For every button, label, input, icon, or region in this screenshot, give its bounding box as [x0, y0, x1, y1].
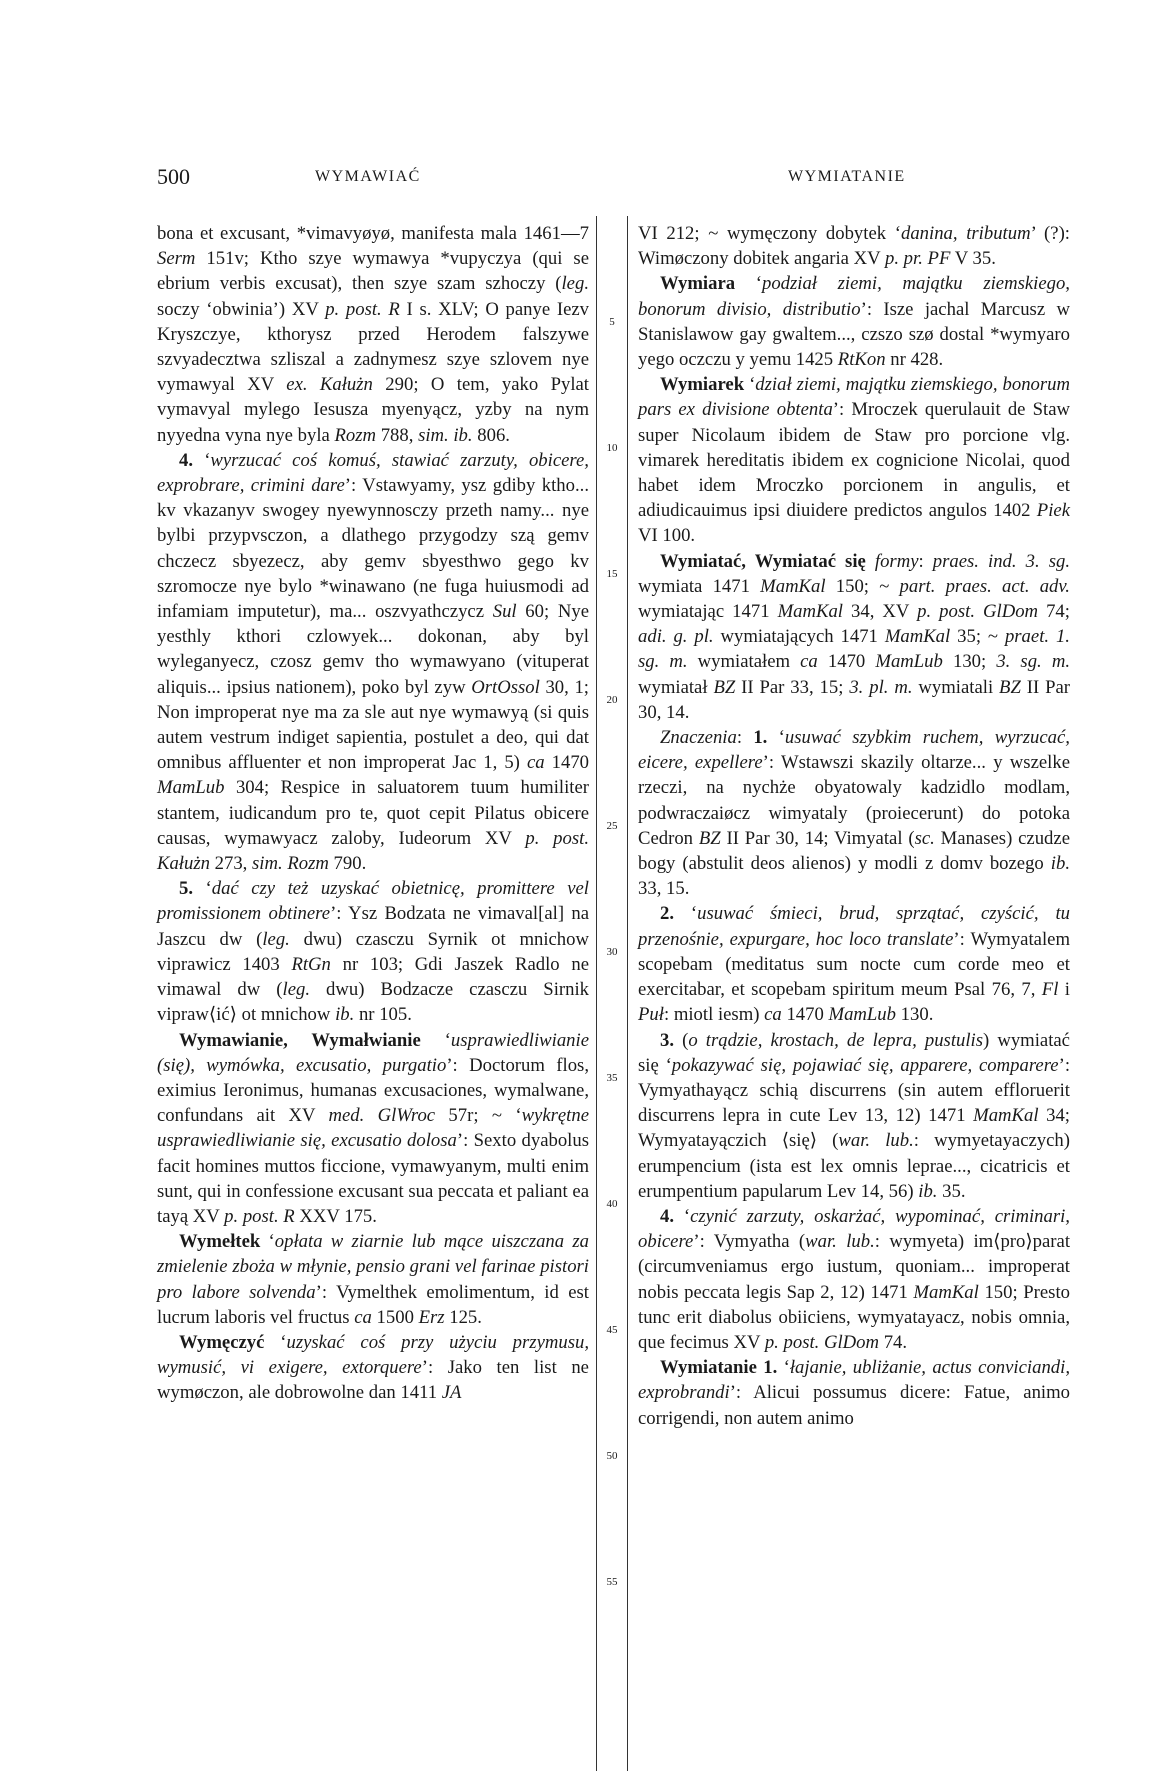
entry-paragraph: 2. ‘usuwać śmieci, brud, sprzątać, czyścić, tu przenośnie, expurgare, hoc loco translate’: Wymyatalem scopebam (meditatus sum nocte cum corde meo et exercitabar, et scopebam spiritum meum Psal 76, 7, Fl i Puł: miotl iesm) ca 1470 MamLub 130.: [638, 903, 1070, 1026]
entry-paragraph: Wymiara ‘podział ziemi, majątku ziemskiego, bonorum divisio, distributio’: Isze jachal Marcusz w Stanislawow gay gwaltem..., czszo szø dostal *wymyaro yego oczczu y yemu 1425 RtKon nr 428.: [638, 273, 1070, 371]
column-rule-right: [627, 216, 628, 1771]
entry-paragraph: Wymęczyć ‘uzyskać coś przy użyciu przymusu, wymusić, vi exigere, extorquere’: Jako ten list ne wymøczon, ale dobrowolne dan 1411 JA: [157, 1331, 589, 1404]
line-number: 10: [606, 442, 618, 454]
entry-paragraph: 3. (o trądzie, krostach, de lepra, pustulis) wymiatać się ‘pokazywać się, pojawiać się, apparere, comparere’: Vymyathayącz schią discurrens (sin autem effloruerit discurrens lepra in cute Lev 13, 12) 1471 MamKal 34; Wymyatayączich ⟨się⟩ (war. lub.: wymyetayaczych) erumpencium (ista est lex omnis leprae..., cicatricis et erumpentium papularum Lev 14, 56) ib. 35.: [638, 1029, 1071, 1202]
line-number: 40: [606, 1198, 618, 1210]
line-number: 55: [606, 1576, 618, 1588]
entry-paragraph: VI 212; ~ wymęczony dobytek ‘danina, tributum’ (?): Wimøczony dobitek angaria XV p. pr. PF V 35.: [638, 223, 1070, 270]
entry-paragraph: Wymiarek ‘dział ziemi, majątku ziemskiego, bonorum pars ex divisione obtenta’: Mroczek querulauit de Staw super Nicolaum ibidem de Staw pro porcione vlg. vimarek hereditatis ibidem ex cognicione Nicolai, quod habet idem Mroczko porcionem in angulis, et adiudicauimus ipsi diuidere predictos angulos 1402 Piek VI 100.: [638, 374, 1070, 547]
entry-paragraph: 4. ‘wyrzucać coś komuś, stawiać zarzuty, obicere, exprobrare, crimini dare’: Vstawyamy, ysz gdiby ktho... kv vkazanyv swogey nyewynnosczy przeth namy... nye bylbi przypvsczon, a dlathego przygodzy szą gemv chczecz sbyezecz, aby gemv sbyesthwo gego kv szromocze nye bylo *winawano (ne fuga huiusmodi ad infamiam imputetur), ma... oszvyathczycz Sul 60; Nye yesthly kthori czlowyek... dokonan, aby byl wyleganyecz, czosz gemv tho wymawyano (vituperat aliquis... ipsius nationem), poko byl zyw OrtOssol 30, 1; Non improperat nye ma za sle aut nye wymawyą (si quis autem vestrum indiget sapientia, postulet a deo, qui dat omnibus affluenter et non improperat Jac 1, 5) ca 1470 MamLub 304; Respice in saluatorem tuum humiliter stantem, iudicandum pro te, quot cepit Pilatus obicere causas, wymawyacz zaloby, Iudeorum XV p. post. Kałużn 273, sim. Rozm 790.: [157, 449, 590, 875]
line-number: 45: [606, 1324, 618, 1336]
entry-paragraph: 5. ‘dać czy też uzyskać obietnicę, promittere vel promissionem obtinere’: Ysz Bodzata ne vimaval[al] na Jaszcu dw (leg. dwu) czasczu Syrnik ot mnichow viprawicz 1403 RtGn nr 103; Gdi Jaszek Radlo ne vimawal dw (leg. dwu) Bodzacze czasczu Sirnik vipraw⟨ić⟩ ot mnichow ib. nr 105.: [157, 878, 589, 1026]
running-head-right: WYMIATANIE: [788, 168, 906, 185]
entry-paragraph: Wymawianie, Wymałwianie ‘usprawiedliwianie (się), wymówka, excusatio, purgatio’: Doctorum flos, eximius Ieronimus, humanas excusaciones, wymalwane, confundans ait XV med. GlWroc 57r; ~ ‘wykrętne usprawiedliwianie się, excusatio dolosa’: Sexto dyabolus facit homines muttos ficcione, vymawyanym, multi enim sunt, qui in confessione excusant sua peccata et paliant ea tayą XV p. post. R XXV 175.: [157, 1029, 590, 1227]
column-rule-left: [596, 216, 597, 1771]
entry-paragraph: Znaczenia: 1. ‘usuwać szybkim ruchem, wyrzucać, eicere, expellere’: Wstawszi skazily oltarze... y wszelke rzeczi, na nychże obyatowaly kadzidlo modlam, podwraczaiøcz wimyataly (proiecerunt) do potoka Cedron BZ II Par 30, 14; Vimyatal (sc. Manases) czudze bogy (abstulit deos alienos) y modli z domv bozego ib. 33, 15.: [638, 727, 1070, 900]
page-number: 500: [157, 164, 190, 189]
line-number: 30: [606, 946, 618, 958]
running-head-left: WYMAWIAĆ: [315, 168, 421, 185]
line-number: 50: [606, 1450, 618, 1462]
entry-paragraph: Wymiatać, Wymiatać się formy: praes. ind. 3. sg. wymiata 1471 MamKal 150; ~ part. praes. act. adv. wymiatając 1471 MamKal 34, XV p. post. GlDom 74; adi. g. pl. wymiatających 1471 MamKal 35; ~ praet. 1. sg. m. wymiatałem ca 1470 MamLub 130; 3. sg. m. wymiatał BZ II Par 33, 15; 3. pl. m. wymiatali BZ II Par 30, 14.: [638, 550, 1071, 723]
entry-paragraph: Wymełtek ‘opłata w ziarnie lub mące uiszczana za zmielenie zboża w młynie, pensio grani vel farinae pistori pro labore solvenda’: Vymelthek emolimentum, id est lucrum laboris vel fructus ca 1500 Erz 125.: [157, 1231, 589, 1328]
line-number: 35: [606, 1072, 618, 1084]
entry-paragraph: 4. ‘czynić zarzuty, oskarżać, wypominać, criminari, obicere’: Vymyatha (war. lub.: wymyeta) im⟨pro⟩parat (circumveniamus ergo iustum, quoniam... improperat nobis peccata legis Sap 2, 12) 1471 MamKal 150; Presto tunc erit diabolus obiiciens, wymyatayacz, nobis omnia, que fecimus XV p. post. GlDom 74.: [638, 1205, 1071, 1353]
line-number: 15: [606, 568, 618, 580]
line-number: 5: [609, 316, 615, 328]
right-column: [638, 221, 1070, 1431]
line-number: 20: [606, 694, 618, 706]
left-column: [157, 221, 589, 1406]
entry-paragraph: bona et excusant, *vimavyøyø, manifesta mala 1461—7 Serm 151v; Ktho szye wymawya *vupyczya (qui se ebrium verbis excusat), then szye szam szhoczy (leg. soczy ‘obwinia’) XV p. post. R I s. XLV; O panye Iezv Kryszczye, kthorysz przed Herodem falszywe szvyadecztwa szliszal a zadnymesz szye szlovem nye vymawyal XV ex. Kałużn 290; O tem, yako Pylat vymavyal mylego Iesusza myenyącz, yzby na nym nyyedna vyna nye byla Rozm 788, sim. ib. 806.: [157, 223, 590, 446]
entry-paragraph: Wymiatanie 1. ‘łajanie, ubliżanie, actus conviciandi, exprobrandi’: Alicui possumus dicere: Fatue, animo corrigendi, non autem animo: [638, 1357, 1070, 1429]
line-number: 25: [606, 820, 618, 832]
